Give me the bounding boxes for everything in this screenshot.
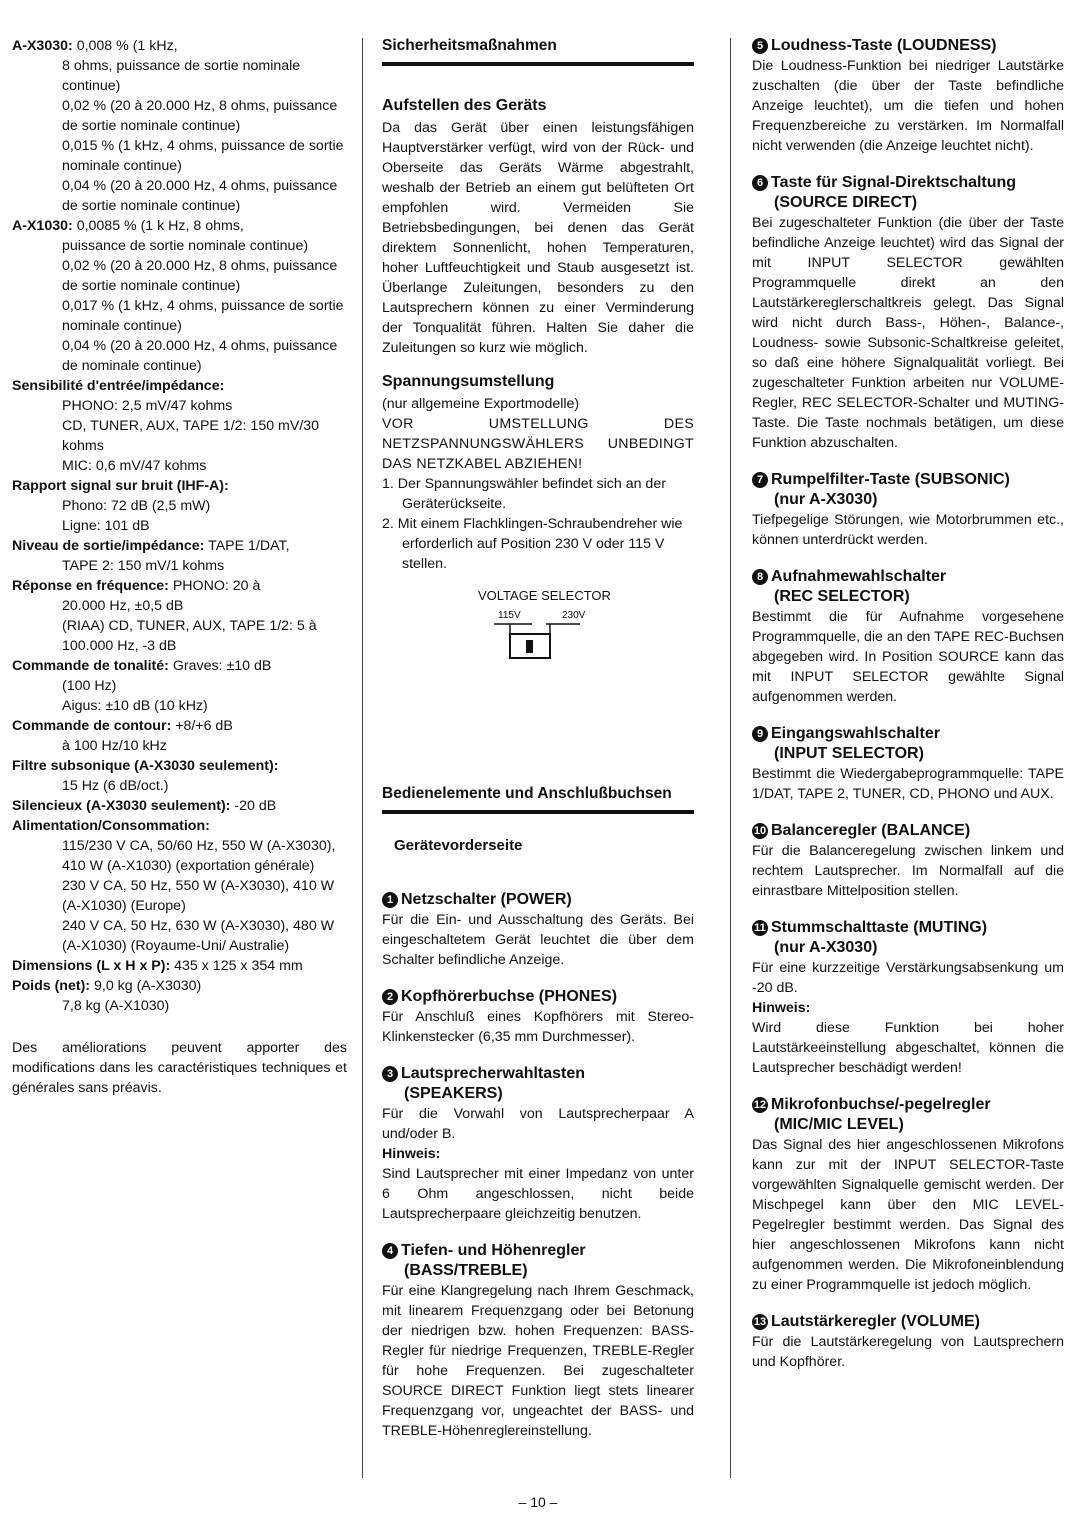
control-item bbox=[382, 890, 694, 970]
control-item-title bbox=[752, 821, 1064, 841]
control-item bbox=[752, 724, 1064, 804]
item-number-icon: 9 bbox=[752, 726, 768, 742]
spec-label: Filtre subsonique (A-X3030 seulement): bbox=[12, 758, 279, 774]
spec-label: Sensibilité d'entrée/impédance: bbox=[12, 378, 225, 394]
voltage-subtitle: (nur allgemeine Exportmodelle) bbox=[382, 396, 580, 412]
spec-value: 435 x 125 x 354 mm bbox=[174, 958, 303, 974]
item-title-text: Stummschalttaste (MUTING) bbox=[771, 919, 988, 936]
item-description: Tiefpegelige Störungen, wie Motorbrummen etc., können unterdrückt werden. bbox=[752, 512, 1064, 548]
spec-line bbox=[12, 656, 347, 676]
column-divider-1 bbox=[362, 38, 363, 1478]
spec-value: 0,0085 % (1 k Hz, 8 ohms, bbox=[76, 218, 244, 234]
item-hint-text: Wird diese Funktion bei hoher Lautstärkeeinstellung abgeschaltet, können die Lautsprecher beschädigt werden! bbox=[752, 1020, 1064, 1076]
item-description: Bei zugeschalteter Funktion (die über der Taste befindliche Anzeige leuchtet) wird das Signal der mit INPUT SELECTOR gewählten Programmquelle direkt an den Lautstärkereglerschaltkreis gelegt. Das Signal wird nicht durch Bass-, Höhen-, Balance-, Loudness- sowie Subsonic-Schaltkreise geleitet, so daß eine höhere Signalqualität vorliegt. Bei zugeschalteter Funktion arbeiten nur VOLUME-Regler, REC SELECTOR-Schalter und MUTING-Taste. Die Taste nochmals betätigen, um diese Funktion abzuschalten. bbox=[752, 215, 1064, 451]
item-description: Für eine Klangregelung nach Ihrem Geschmack, mit linearem Frequenzgang oder bei Betonung der niedrigen bzw. hohen Frequenzen: BASS-Regler für niedrige Frequenzen, TREBLE-Regler für hohe Frequenzen. Bei zugeschalteter SOURCE DIRECT Funktion liegt stets linearer Frequenzgang vor, ungeachtet der BASS- und TREBLE-Höhenreglereinstellung. bbox=[382, 1283, 694, 1439]
spec-label: Alimentation/Consommation: bbox=[12, 818, 210, 834]
control-items-right bbox=[752, 36, 1064, 1372]
spec-value-line: 8 ohms, puissance de sortie nominale continue) bbox=[62, 58, 301, 94]
item-number-icon: 4 bbox=[382, 1243, 398, 1259]
item-title-text: Balanceregler (BALANCE) bbox=[771, 822, 971, 839]
spec-list bbox=[12, 36, 347, 1016]
control-items-left bbox=[382, 890, 694, 1441]
control-item bbox=[752, 821, 1064, 901]
safety-section-title: Sicherheitsmaßnahmen bbox=[382, 36, 694, 66]
item-title-text: Kopfhörerbuchse (PHONES) bbox=[401, 988, 618, 1005]
spec-line bbox=[12, 976, 347, 996]
spec-value-line: Phono: 72 dB (2,5 mW) bbox=[62, 498, 211, 514]
item-number-icon: 7 bbox=[752, 472, 768, 488]
spec-value-line: TAPE 2: 150 mV/1 kohms bbox=[62, 558, 225, 574]
spec-value-line: 0,04 % (20 à 20.000 Hz, 4 ohms, puissance de sortie nominale continue) bbox=[62, 178, 338, 214]
spec-value-line: Ligne: 101 dB bbox=[62, 518, 150, 534]
control-item-title bbox=[382, 1064, 694, 1104]
spec-value-line: 15 Hz (6 dB/oct.) bbox=[62, 778, 169, 794]
spec-line bbox=[12, 796, 347, 816]
item-description: Die Loudness-Funktion bei niedriger Lautstärke zuschalten (die über der Taste befindliche Anzeige leuchtet), um die tiefen und hohen Frequenzbereiche zu verstärken. Im Normalfall nicht verwenden (die Anzeige leuchtet nicht). bbox=[752, 58, 1064, 154]
spec-value: TAPE 1/DAT, bbox=[208, 538, 290, 554]
spec-value-line: 230 V CA, 50 Hz, 550 W (A-X3030), 410 W (A-X1030) (Europe) bbox=[62, 878, 335, 914]
spec-value: 9,0 kg (A-X3030) bbox=[93, 978, 202, 994]
spec-value: -20 dB bbox=[234, 798, 277, 814]
control-item-title bbox=[752, 36, 1064, 56]
control-item-title bbox=[382, 1241, 694, 1281]
control-item bbox=[752, 36, 1064, 156]
spec-line bbox=[12, 216, 347, 236]
item-number-icon: 5 bbox=[752, 38, 768, 54]
voltage-step-1: 1. Der Spannungswähler befindet sich an der Geräterückseite. bbox=[382, 476, 666, 512]
item-title-subline: (SOURCE DIRECT) bbox=[774, 194, 918, 211]
spec-label: Dimensions (L x H x P): bbox=[12, 958, 171, 974]
voltage-warning: VOR UMSTELLUNG DES NETZSPANNUNGSWÄHLERS UNBEDINGT DAS NETZKABEL ABZIEHEN! bbox=[382, 416, 694, 472]
spec-label: Niveau de sortie/impédance: bbox=[12, 538, 205, 554]
item-title-text: Netzschalter (POWER) bbox=[401, 891, 572, 908]
spec-line bbox=[12, 816, 347, 836]
item-title-subline: (BASS/TREBLE) bbox=[404, 1262, 528, 1279]
item-description: Für die Ein- und Ausschaltung des Geräts. Bei eingeschaltetem Gerät leuchtet die über dem Schalter befindliche Anzeige. bbox=[382, 912, 694, 968]
setup-text: Da das Gerät über einen leistungsfähigen Hauptverstärker verfügt, wird von der Rück- und Oberseite das Geräts Wärme abgestrahlt, weshalb der Betrieb an einem gut belüfteten Ort empfohlen wird. Vermeiden Sie Betriebsbedingungen, bei denen das Gerät direktem Sonnenlicht, hohen Temperaturen, hoher Luftfeuchtigkeit und Staub ausgesetzt ist. Überlange Zuleitungen, besonders zu den Lautsprechern können zu einer Verminderung der Tonqualität führen. Halten Sie daher die Zuleitungen so kurz wie möglich. bbox=[382, 120, 694, 356]
item-title-text: Taste für Signal-Direktschaltung bbox=[771, 174, 1017, 191]
item-number-icon: 13 bbox=[753, 1316, 767, 1328]
control-item bbox=[752, 1095, 1064, 1295]
item-title-subline: (MIC/MIC LEVEL) bbox=[774, 1116, 904, 1133]
control-item-title bbox=[382, 987, 694, 1007]
control-item-title bbox=[752, 173, 1064, 213]
spec-label: A-X1030: bbox=[12, 218, 73, 234]
control-item bbox=[382, 987, 694, 1047]
spec-value-line: 0,04 % (20 à 20.000 Hz, 4 ohms, puissance de nominale continue) bbox=[62, 338, 338, 374]
spec-value-line: à 100 Hz/10 kHz bbox=[62, 738, 167, 754]
item-title-text: Aufnahmewahlschalter bbox=[771, 568, 947, 585]
spec-value-line: 0,015 % (1 kHz, 4 ohms, puissance de sortie nominale continue) bbox=[62, 138, 344, 174]
item-title-text: Tiefen- und Höhenregler bbox=[401, 1242, 586, 1259]
spec-value-line: 0,02 % (20 à 20.000 Hz, 8 ohms, puissance de sortie nominale continue) bbox=[62, 258, 338, 294]
control-item bbox=[752, 173, 1064, 453]
control-item-title bbox=[382, 890, 694, 910]
spec-value-line: (RIAA) CD, TUNER, AUX, TAPE 1/2: 5 à 100.000 Hz, -3 dB bbox=[62, 618, 317, 654]
item-number-icon: 6 bbox=[752, 175, 768, 191]
item-number-icon: 8 bbox=[752, 569, 768, 585]
control-item-title bbox=[752, 1095, 1064, 1135]
item-description: Bestimmt die für Aufnahme vorgesehene Programmquelle, die an den TAPE REC-Buchsen abgegeben wird. In Position SOURCE kann das mit INPUT SELECTOR gewählte Signal aufgenommen werden. bbox=[752, 609, 1064, 705]
item-description: Für die Balanceregelung zwischen linkem und rechtem Lautsprecher. Im Normalfall auf die einrastbare Mittelposition stellen. bbox=[752, 843, 1064, 899]
control-item bbox=[752, 567, 1064, 707]
spec-label: Commande de tonalité: bbox=[12, 658, 169, 674]
spec-value: +8/+6 dB bbox=[175, 718, 233, 734]
spec-value: PHONO: 20 à bbox=[172, 578, 261, 594]
item-description: Für die Vorwahl von Lautsprecherpaar A und/oder B. bbox=[382, 1106, 694, 1142]
voltage-selector-label: VOLTAGE SELECTOR bbox=[478, 588, 611, 603]
spec-value-line: puissance de sortie nominale continue) bbox=[62, 238, 309, 254]
controls-section-title: Bedienelemente und Anschlußbuchsen bbox=[382, 784, 694, 814]
voltage-title: Spannungsumstellung bbox=[382, 373, 555, 390]
control-item-title bbox=[752, 918, 1064, 958]
spec-value: 0,008 % (1 kHz, bbox=[76, 38, 178, 54]
spec-label: Commande de contour: bbox=[12, 718, 172, 734]
spec-line bbox=[12, 576, 347, 596]
spec-line bbox=[12, 956, 347, 976]
controls-column-right bbox=[752, 36, 1064, 1389]
control-item bbox=[752, 918, 1064, 1078]
control-item-title bbox=[752, 470, 1064, 510]
spec-value-line: CD, TUNER, AUX, TAPE 1/2: 150 mV/30 kohms bbox=[62, 418, 320, 454]
item-hint-text: Sind Lautsprecher mit einer Impedanz von unter 6 Ohm angeschlossen, nicht beide Lautsprecherpaare gleichzeitig benutzen. bbox=[382, 1166, 694, 1222]
item-title-text: Lautstärkeregler (VOLUME) bbox=[771, 1313, 980, 1330]
spec-value-line: 0,017 % (1 kHz, 4 ohms, puissance de sortie nominale continue) bbox=[62, 298, 344, 334]
spec-note: Des améliorations peuvent apporter des modifications dans les caractéristiques techniques et générales sans préavis. bbox=[12, 1040, 347, 1096]
item-title-text: Eingangswahlschalter bbox=[771, 725, 940, 742]
spec-value: Graves: ±10 dB bbox=[172, 658, 272, 674]
front-panel-title: Gerätevorderseite bbox=[394, 837, 523, 854]
item-hint-label: Hinweis: bbox=[752, 1000, 811, 1016]
item-title-text: Loudness-Taste (LOUDNESS) bbox=[771, 37, 997, 54]
item-number-icon: 10 bbox=[753, 825, 767, 837]
item-description: Für eine kurzzeitige Verstärkungsabsenkung um -20 dB. bbox=[752, 960, 1064, 996]
control-item-title bbox=[752, 724, 1064, 764]
spec-label: Rapport signal sur bruit (IHF-A): bbox=[12, 478, 229, 494]
item-title-subline: (INPUT SELECTOR) bbox=[774, 745, 924, 762]
item-title-text: Lautsprecherwahltasten bbox=[401, 1065, 586, 1082]
item-number-icon: 3 bbox=[382, 1066, 398, 1082]
safety-controls-column bbox=[382, 36, 694, 1458]
item-title-text: Mikrofonbuchse/-pegelregler bbox=[771, 1096, 991, 1113]
spec-value-line: 20.000 Hz, ±0,5 dB bbox=[62, 598, 184, 614]
setup-title: Aufstellen des Geräts bbox=[382, 97, 547, 114]
item-title-subline: (nur A-X3030) bbox=[774, 491, 878, 508]
item-title-subline: (REC SELECTOR) bbox=[774, 588, 910, 605]
item-number-icon: 1 bbox=[382, 892, 398, 908]
item-number-icon: 11 bbox=[752, 920, 768, 936]
item-hint-label: Hinweis: bbox=[382, 1146, 441, 1162]
spec-value-line: Aigus: ±10 dB (10 kHz) bbox=[62, 698, 208, 714]
item-description: Das Signal des hier angeschlossenen Mikrofons kann zur mit der INPUT SELECTOR-Taste vorgewählten Signalquelle gemischt werden. Der Mischpegel kann über den MIC LEVEL-Pegelregler bestimmt werden. Das Signal des hier angeschlossenen Mikrofons kann nicht aufgenommen werden. Die Mikrofoneinblendung zu einer Programmquelle ist jedoch möglich. bbox=[752, 1137, 1064, 1293]
spec-value-line: MIC: 0,6 mV/47 kohms bbox=[62, 458, 207, 474]
page-number: – 10 – bbox=[518, 1494, 558, 1510]
control-item-title bbox=[752, 567, 1064, 607]
control-item bbox=[382, 1064, 694, 1224]
item-title-subline: (nur A-X3030) bbox=[774, 939, 878, 956]
voltage-switch-icon bbox=[492, 620, 582, 662]
selector-115-label: 115V bbox=[498, 610, 521, 621]
voltage-selector-diagram bbox=[382, 584, 694, 664]
spec-value-line: 7,8 kg (A-X1030) bbox=[62, 998, 170, 1014]
item-title-subline: (SPEAKERS) bbox=[404, 1085, 503, 1102]
selector-230-label: 230V bbox=[562, 610, 586, 621]
control-item-title bbox=[752, 1312, 1064, 1332]
spec-label: Poids (net): bbox=[12, 978, 91, 994]
spec-label: Réponse en fréquence: bbox=[12, 578, 169, 594]
spec-line bbox=[12, 36, 347, 56]
control-item bbox=[752, 1312, 1064, 1372]
control-item bbox=[382, 1241, 694, 1441]
spec-value-line: PHONO: 2,5 mV/47 kohms bbox=[62, 398, 233, 414]
voltage-step-2: 2. Mit einem Flachklingen-Schraubendreher wie erforderlich auf Position 230 V oder 115 V stellen. bbox=[382, 516, 683, 572]
spec-value-line: 115/230 V CA, 50/60 Hz, 550 W (A-X3030), 410 W (A-X1030) (exportation générale) bbox=[62, 838, 336, 874]
specifications-column bbox=[12, 36, 347, 1098]
spec-line bbox=[12, 756, 347, 776]
spec-line bbox=[12, 716, 347, 736]
item-number-icon: 2 bbox=[382, 989, 398, 1005]
column-divider-2 bbox=[730, 38, 731, 1478]
item-title-text: Rumpelfilter-Taste (SUBSONIC) bbox=[771, 471, 1010, 488]
spec-line bbox=[12, 476, 347, 496]
item-number-icon: 12 bbox=[753, 1099, 767, 1111]
spec-line bbox=[12, 536, 347, 556]
spec-value-line: 240 V CA, 50 Hz, 630 W (A-X3030), 480 W (A-X1030) (Royaume-Uni/ Australie) bbox=[62, 918, 335, 954]
spec-value-line: 0,02 % (20 à 20.000 Hz, 8 ohms, puissance de sortie nominale continue) bbox=[62, 98, 338, 134]
item-description: Bestimmt die Wiedergabeprogrammquelle: TAPE 1/DAT, TAPE 2, TUNER, CD, PHONO und AUX. bbox=[752, 766, 1064, 802]
spec-line bbox=[12, 376, 347, 396]
item-description: Für Anschluß eines Kopfhörers mit Stereo-Klinkenstecker (6,35 mm Durchmesser). bbox=[382, 1009, 694, 1045]
item-description: Für die Lautstärkeregelung von Lautsprechern und Kopfhörer. bbox=[752, 1334, 1064, 1370]
spec-label: Silencieux (A-X3030 seulement): bbox=[12, 798, 231, 814]
spec-value-line: (100 Hz) bbox=[62, 678, 117, 694]
control-item bbox=[752, 470, 1064, 550]
spec-label: A-X3030: bbox=[12, 38, 73, 54]
